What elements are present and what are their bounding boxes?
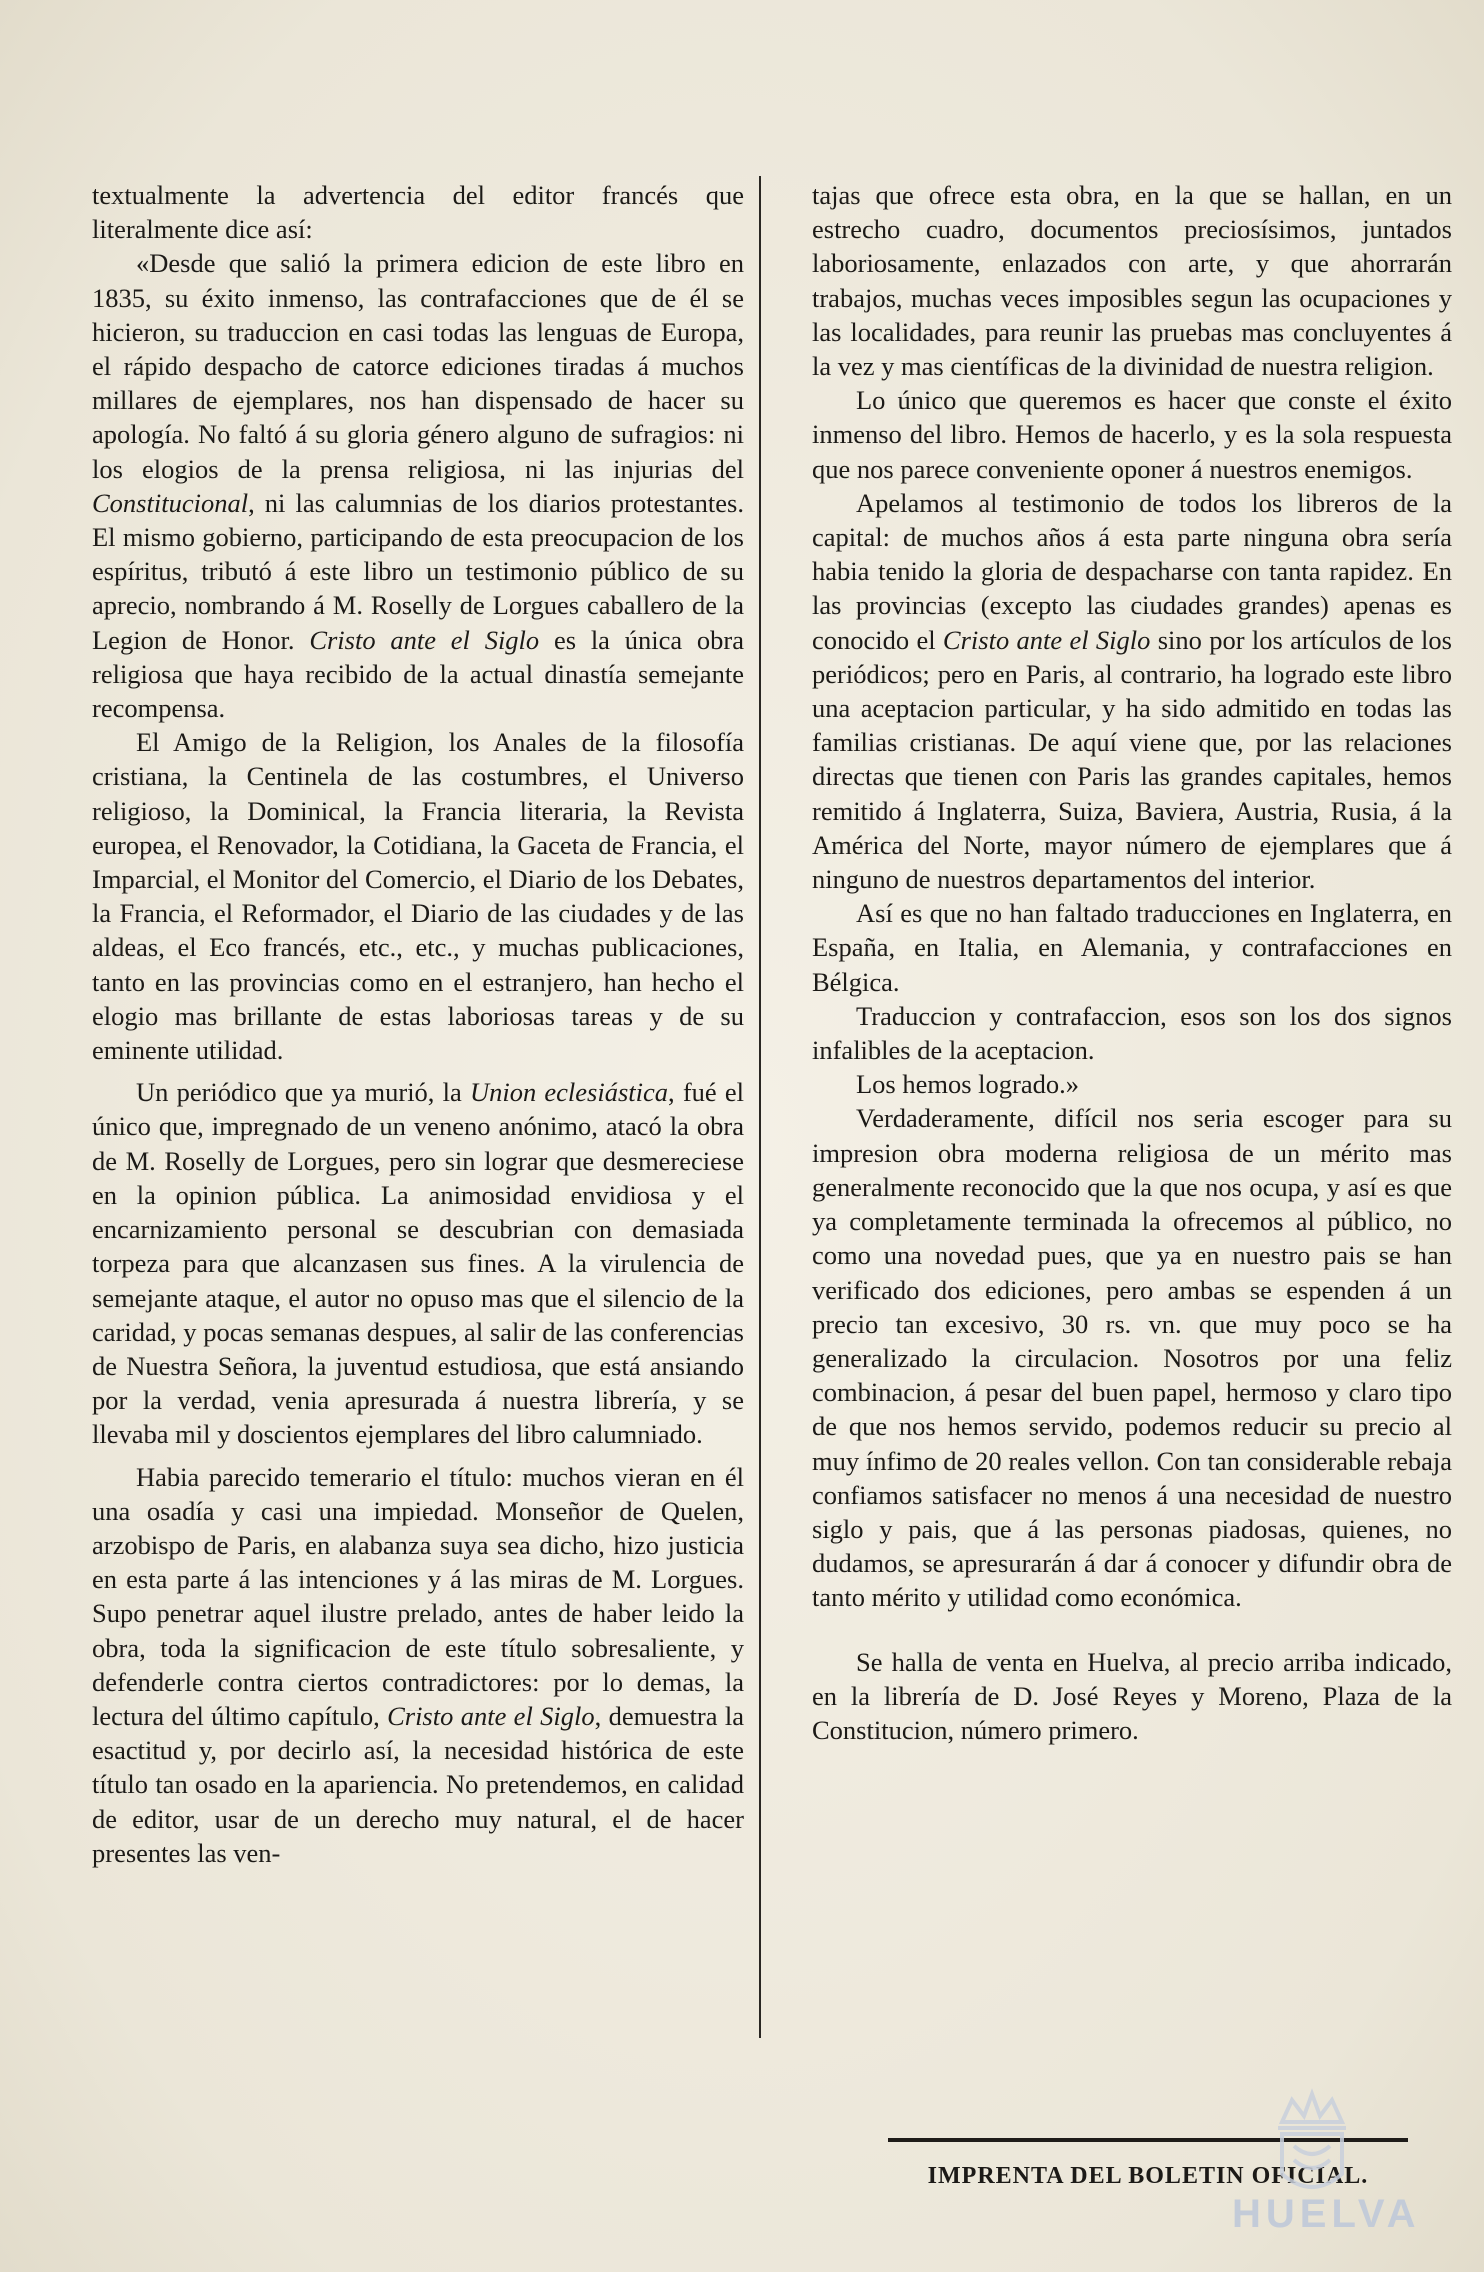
paragraph (812, 383, 1452, 486)
paragraph (812, 896, 1452, 999)
text-run: sino por los artículos de los periódicos; pero en Paris, al contrario, ha logrado este libro una aceptacion particular, y ha sido admitido en todas las familias cristianas. De aquí viene que, por las relaciones directas que tienen con Paris las grandes capitales, hemos remitido á Inglaterra, Suiza, Baviera, Austria, Rusia, á la América del Norte, mayor número de ejemplares que á ninguno de nuestros departamentos del interior. (812, 624, 1452, 895)
text-run: textualmente la advertencia del editor francés que literalmente dice así: (92, 180, 744, 245)
paragraph (812, 1101, 1452, 1614)
text-run: Apelamos al testimonio de todos los libreros de la capital: de muchos años á esta parte ninguna obra sería habia tenido la gloria de despacharse con tanta rapidez. En las provincias (excepto las ciudades grandes) apenas es conocido el (812, 487, 1452, 655)
text-run: Se halla de venta en Huelva, al precio arriba indicado, en la librería de D. José Reyes y Moreno, Plaza de la Constitucion, número primero. (812, 1646, 1452, 1745)
text-run: tajas que ofrece esta obra, en la que se hallan, en un estrecho cuadro, documentos preciosísimos, juntados laboriosamente, enlazados con arte, y que ahorrarán trabajos, muchas veces imposibles segun las ocupaciones y las localidades, para reunir las pruebas mas concluyentes á la vez y mas científicas de la divinidad de nuestra religion. (812, 180, 1452, 382)
text-run: Habia parecido temerario el título: muchos vieran en él una osadía y casi una impiedad. Monseñor de Quelen, arzobispo de Paris, en alabanza suya sea dicho, hizo justicia en esta parte á las intenciones y á las miras de M. Lorgues. Supo penetrar aquel ilustre prelado, antes de haber leido la obra, toda la significacion de este título sobresaliente, y defenderle contra ciertos contradictores: por lo demas, la lectura del último capítulo, (92, 1461, 744, 1731)
paragraph (92, 725, 744, 1067)
italic-title: Constitucional (92, 487, 249, 518)
text-run: «Desde que salió la primera edicion de este libro en 1835, su éxito inmenso, las contrafacciones que de él se hicieron, su traduccion en casi todas las lenguas de Europa, el rápido despacho de catorce ediciones tiradas á muchos millares de ejemplares, nos han dispensado de hacer su apología. No faltó á su gloria género alguno de sufragios: ni los elogios de la prensa religiosa, ni las injurias del (92, 248, 744, 484)
text-run: es la única obra religiosa que haya recibido de la actual dinastía semejante recompensa. (92, 624, 744, 724)
paragraph (812, 178, 1452, 383)
paragraph (812, 1645, 1452, 1748)
right-text-column (812, 178, 1452, 1747)
italic-title: Cristo ante el Siglo (309, 624, 540, 655)
paragraph (812, 999, 1452, 1067)
text-run: Verdaderamente, difícil nos seria escoger para su impresion obra moderna religiosa de un mérito mas generalmente reconocido que la que nos ocupa, y así es que ya completamente terminada la ofrecemos al público, no como una novedad pues, que ya en nuestro pais se han verificado dos ediciones, pero ambas se espenden á un precio tan excesivo, 30 rs. vn. que muy poco se ha generalizado la circulacion. Nosotros por una feliz combinacion, á pesar del buen papel, hermoso y claro tipo de que nos hemos servido, podemos reducir su precio al muy ínfimo de 20 reales vellon. Con tan considerable rebaja confiamos satisfacer no menos á una necesidad de nuestro siglo y pais, que á las personas piadosas, quienes, no dudamos, se apresurarán á dar á conocer y difundir obra de tanto mérito y utilidad como económica. (812, 1103, 1452, 1613)
column-divider (759, 176, 761, 2038)
italic-title: Cristo ante el Siglo (387, 1700, 595, 1731)
paragraph (92, 1460, 744, 1870)
paragraph (92, 178, 744, 246)
text-run: , ni las calumnias de los diarios protestantes. El mismo gobierno, participando de esta preocupacion de los espíritus, tributó á este libro un testimonio público de su aprecio, nombrando á M. Roselly de Lorgues caballero de la Legion de Honor. (92, 487, 744, 655)
text-run: , fué el único que, impregnado de un veneno anónimo, atacó la obra de M. Roselly de Lorgues, pero sin lograr que desmereciese en la opinion pública. La animosidad envidiosa y el encarnizamiento personal se descubrian con demasiada torpeza para que alcanzasen sus fines. A la virulencia de semejante ataque, el autor no opuso mas que el silencio de la caridad, y pocas semanas despues, al salir de las conferencias de Nuestra Señora, la juventud estudiosa, que está ansiando por la verdad, venia apresurada á nuestra librería, y se llevaba mil y doscientos ejemplares del libro calumniado. (92, 1077, 745, 1450)
italic-title: Cristo ante el Siglo (942, 624, 1151, 655)
text-run: Los hemos logrado.» (856, 1069, 1080, 1100)
paragraph (812, 486, 1452, 896)
watermark-text: HUELVA (1232, 2192, 1421, 2236)
text-run: Así es que no han faltado traducciones en Inglaterra, en España, en Italia, en Alemania, y contrafacciones en Bélgica. (812, 898, 1452, 997)
left-text-column (92, 178, 744, 1870)
text-run: Un periódico que ya murió, la (136, 1077, 470, 1108)
imprint-line: IMPRENTA DEL BOLETIN OFICIAL. (927, 2163, 1369, 2189)
text-run: , demuestra la esactitud y, por decirlo así, la necesidad histórica de este título tan osado en la apariencia. No pretendemos, en calidad de editor, usar de un derecho muy natural, el de hacer presentes las ven- (92, 1700, 744, 1868)
paragraph (92, 1075, 744, 1451)
text-run: El Amigo de la Religion, los Anales de la filosofía cristiana, la Centinela de las costumbres, el Universo religioso, la Dominical, la Francia literaria, la Revista europea, el Renovador, la Cotidiana, la Gaceta de Francia, el Imparcial, el Monitor del Comercio, el Diario de los Debates, la Francia, el Reformador, el Diario de las ciudades y de las aldeas, el Eco francés, etc., etc., y muchas publicaciones, tanto en las provincias como en el estranjero, han hecho el elogio mas brillante de estas laboriosas tareas y de su eminente utilidad. (92, 727, 744, 1066)
italic-title: Union eclesiástica (469, 1077, 669, 1108)
paragraph (812, 1067, 1452, 1101)
text-run: Lo único que queremos es hacer que conste el éxito inmenso del libro. Hemos de hacerlo, y es la sola respuesta que nos parece conveniente oponer á nuestros enemigos. (812, 385, 1452, 484)
text-run: Traduccion y contrafaccion, esos son los dos signos infalibles de la aceptacion. (812, 1000, 1452, 1066)
paragraph (92, 246, 744, 725)
